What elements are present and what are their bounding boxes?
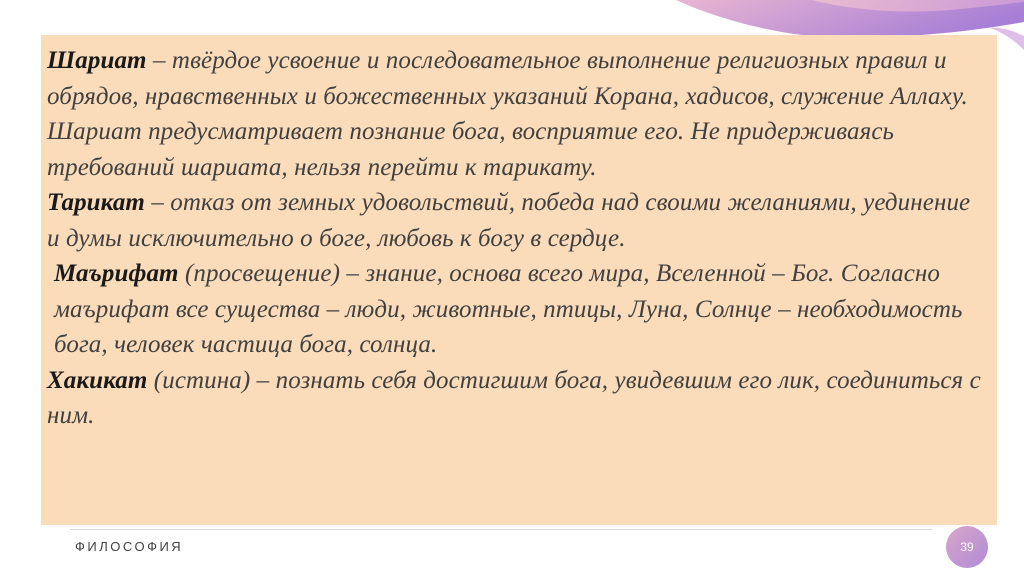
term-shariat: Шариат — [47, 47, 147, 74]
page-number: 39 — [960, 540, 974, 554]
slide-text — [47, 43, 987, 434]
content-box — [41, 35, 997, 525]
paragraph-tarikat — [47, 185, 987, 256]
paragraph-hakikat — [47, 363, 987, 434]
term-tarikat: Тарикат — [47, 189, 145, 216]
term-hakikat: Хакикат — [47, 366, 148, 394]
term-marifat: Маърифат — [54, 260, 179, 287]
definition-marifat: (просвещение) – знание, основа всего мира, Вселенной – Бог. Согласно маърифат все существа – люди, животные, птицы, Луна, Солнце – необходимость бога, человек частица бога, солнца. — [54, 260, 963, 358]
footer-label: ФИЛОСОФИЯ — [75, 539, 184, 554]
definition-tarikat: – отказ от земных удовольствий, победа над своими желаниями, уединение и думы исключительно о боге, любовь к богу в сердце. — [47, 189, 971, 252]
page-number-badge — [946, 526, 988, 568]
definition-shariat: – твёрдое усвоение и последовательное выполнение религиозных правил и обрядов, нравственных и божественных указаний Корана, хадисов, служение Аллаху. Шариат предусматривает познание бога, восприятие его. Не придерживаясь требований шариата, нельзя перейти к тарикату. — [47, 47, 968, 181]
definition-hakikat: (истина) – познать себя достигшим бога, увидевшим его лик, соединиться с ним. — [47, 366, 981, 429]
paragraph-marifat — [47, 256, 987, 363]
footer-divider — [70, 529, 932, 530]
paragraph-shariat — [47, 43, 987, 185]
